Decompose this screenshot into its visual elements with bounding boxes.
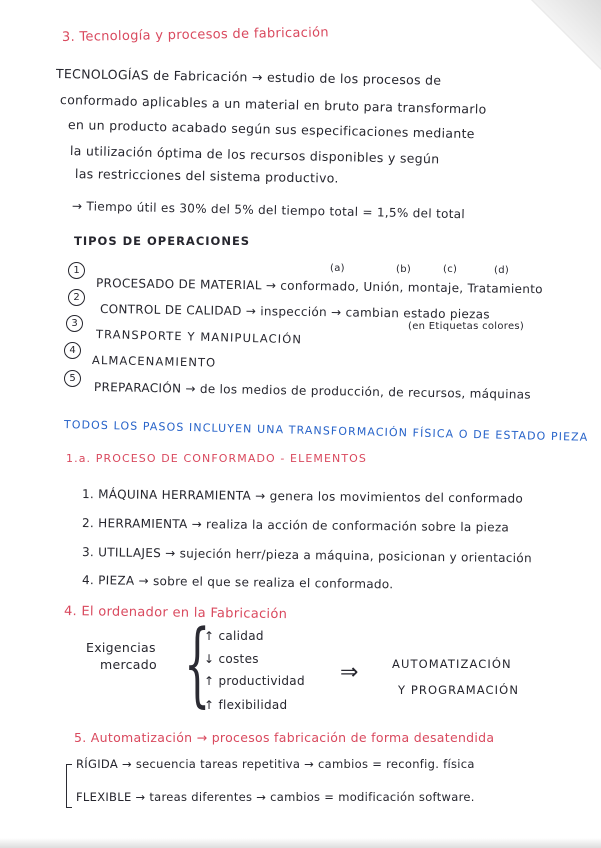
element-2: 2. HERRAMIENTA → realiza la acción de conformación sobre la pieza xyxy=(81,516,510,535)
result-line-2: Y PROGRAMACIÓN xyxy=(398,683,520,697)
intro-line-4: la utilización óptima de los recursos disponibles y según xyxy=(69,143,440,167)
result-line-1: AUTOMATIZACIÓN xyxy=(392,657,512,671)
section-5-title: 5. Automatización → procesos fabricación de forma desatendida xyxy=(74,730,495,745)
control-note: (en Etiquetas colores) xyxy=(408,321,525,332)
operation-5: PREPARACIÓN → de los medios de producción, de recursos, máquinas xyxy=(93,380,532,402)
circle-number-5: 5 xyxy=(64,370,81,387)
circle-number-2: 2 xyxy=(68,289,85,306)
implies-arrow: ⇒ xyxy=(340,660,359,685)
section-4-title: 4. El ordenador en la Fabricación xyxy=(63,604,288,623)
letter-b: (b) xyxy=(396,264,412,275)
requirement-productivity: ↑ productividad xyxy=(204,674,305,688)
intro-line-3: en un producto acabado según sus especificaciones mediante xyxy=(67,117,475,142)
all-steps-note: TODOS LOS PASOS INCLUYEN UNA TRANSFORMACIÓN FÍSICA O DE ESTADO PIEZA xyxy=(63,418,589,444)
operation-2: CONTROL DE CALIDAD → inspección → cambian estado piezas xyxy=(99,302,491,322)
letter-a: (a) xyxy=(330,263,345,274)
operation-3: TRANSPORTE Y MANIPULACIÓN xyxy=(95,327,303,347)
folded-corner-shade xyxy=(531,0,601,70)
circle-number-4: 4 xyxy=(64,342,81,359)
element-3: 3. UTILLAJES → sujeción herr/pieza a máquina, posicionan y orientación xyxy=(81,545,533,566)
requirement-costs: ↓ costes xyxy=(204,652,259,666)
circle-number-1: 1 xyxy=(68,262,85,279)
circle-number-3: 3 xyxy=(66,315,83,332)
flexible-automation: FLEXIBLE → tareas diferentes → cambios = modificación software. xyxy=(76,790,475,804)
operations-heading: TIPOS DE OPERACIONES xyxy=(74,234,251,248)
exigencias-line-1: Exigencias xyxy=(86,640,156,655)
intro-line-1: TECNOLOGÍAS de Fabricación → estudio de los procesos de xyxy=(55,66,442,88)
requirement-flexibility: ↑ flexibilidad xyxy=(204,698,288,712)
exigencias-line-2: mercado xyxy=(100,657,157,672)
letter-c: (c) xyxy=(443,264,458,275)
element-1: 1. MÁQUINA HERRAMIENTA → genera los movimientos del conformado xyxy=(81,487,524,506)
left-bracket xyxy=(66,764,72,808)
curly-brace: { xyxy=(184,610,211,717)
letter-d: (d) xyxy=(494,265,510,276)
section-1a-title: 1.a. PROCESO DE CONFORMADO - ELEMENTOS xyxy=(66,452,368,465)
time-note: → Tiempo útil es 30% del 5% del tiempo total = 1,5% del total xyxy=(71,199,466,222)
intro-line-5: las restricciones del sistema productivo. xyxy=(74,166,339,186)
operation-1: PROCESADO DE MATERIAL → conformado, Unión, montaje, Tratamiento xyxy=(95,276,543,297)
operation-4: ALMACENAMIENTO xyxy=(91,353,217,370)
element-4: 4. PIEZA → sobre el que se realiza el conformado. xyxy=(81,573,394,592)
rigid-automation: RÍGIDA → secuencia tareas repetitiva → cambios = reconfig. física xyxy=(76,757,475,771)
section-3-title: 3. Tecnología y procesos de fabricación xyxy=(61,25,329,45)
page-bottom-edge xyxy=(0,838,601,848)
intro-line-2: conformado aplicables a un material en bruto para transformarlo xyxy=(59,92,487,117)
requirement-quality: ↑ calidad xyxy=(204,629,264,643)
